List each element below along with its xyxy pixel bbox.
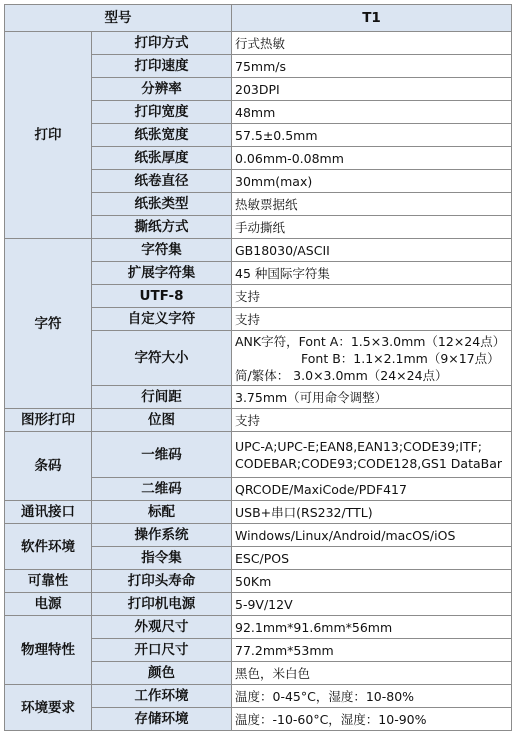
item-label: 颜色 xyxy=(92,662,232,685)
spec-row xyxy=(5,32,512,55)
spec-row xyxy=(5,593,512,616)
value-line: USB+串口(RS232/TTL) xyxy=(235,504,373,520)
value-line: 5-9V/12V xyxy=(235,596,293,612)
item-value xyxy=(232,616,512,639)
value-line: 温度：-10-60°C，湿度：10-90% xyxy=(235,711,427,727)
item-value xyxy=(232,524,512,547)
value-line: 48mm xyxy=(235,104,276,120)
item-label: 字符大小 xyxy=(92,331,232,386)
header-row xyxy=(5,5,512,32)
value-line: 热敏票据纸 xyxy=(235,196,298,212)
spec-row xyxy=(5,685,512,708)
model-label: 型号 xyxy=(5,5,232,32)
value-line: 57.5±0.5mm xyxy=(235,127,318,143)
item-label: 打印机电源 xyxy=(92,593,232,616)
value-line: 77.2mm*53mm xyxy=(235,642,334,658)
item-label: 存储环境 xyxy=(92,708,232,731)
value-line: 30mm(max) xyxy=(235,173,313,189)
item-label: 字符集 xyxy=(92,239,232,262)
item-value xyxy=(232,432,512,478)
item-value xyxy=(232,239,512,262)
item-label: 打印宽度 xyxy=(92,101,232,124)
item-label: 外观尺寸 xyxy=(92,616,232,639)
value-line: 0.06mm-0.08mm xyxy=(235,150,344,166)
item-label: 撕纸方式 xyxy=(92,216,232,239)
category-label: 环境要求 xyxy=(5,685,92,731)
category-label: 电源 xyxy=(5,593,92,616)
item-value xyxy=(232,308,512,331)
item-value xyxy=(232,570,512,593)
item-value xyxy=(232,170,512,193)
item-label: 纸卷直径 xyxy=(92,170,232,193)
value-line: 支持 xyxy=(235,288,261,304)
value-line: CODEBAR;CODE93;CODE128,GS1 DataBar xyxy=(235,455,503,471)
item-value xyxy=(232,662,512,685)
item-label: 行间距 xyxy=(92,386,232,409)
item-value xyxy=(232,708,512,731)
item-label: 开口尺寸 xyxy=(92,639,232,662)
item-label: 分辨率 xyxy=(92,78,232,101)
item-label: 操作系统 xyxy=(92,524,232,547)
item-value xyxy=(232,101,512,124)
item-label: 打印速度 xyxy=(92,55,232,78)
category-label: 字符 xyxy=(5,239,92,409)
item-label: 指令集 xyxy=(92,547,232,570)
value-line: 50Km xyxy=(235,573,272,589)
category-label: 可靠性 xyxy=(5,570,92,593)
value-line: 黑色，米白色 xyxy=(235,665,311,681)
value-line: 行式热敏 xyxy=(235,35,286,51)
item-value xyxy=(232,409,512,432)
item-label: 自定义字符 xyxy=(92,308,232,331)
item-value xyxy=(232,285,512,308)
item-label: 扩展字符集 xyxy=(92,262,232,285)
value-line: 手动撕纸 xyxy=(235,219,286,235)
item-value xyxy=(232,32,512,55)
value-line: ANK字符，Font A：1.5×3.0mm（12×24点） xyxy=(235,333,506,349)
value-line: Font B：1.1×2.1mm（9×17点） xyxy=(301,350,500,366)
spec-row xyxy=(5,501,512,524)
item-value xyxy=(232,147,512,170)
value-line: QRCODE/MaxiCode/PDF417 xyxy=(235,481,407,497)
category-label: 通讯接口 xyxy=(5,501,92,524)
item-label: 一维码 xyxy=(92,432,232,478)
value-line: 45 种国际字符集 xyxy=(235,265,330,281)
item-value xyxy=(232,639,512,662)
value-line: 92.1mm*91.6mm*56mm xyxy=(235,619,393,635)
spec-body xyxy=(5,32,512,731)
item-label: 位图 xyxy=(92,409,232,432)
value-line: 支持 xyxy=(235,311,261,327)
item-value xyxy=(232,478,512,501)
item-value xyxy=(232,55,512,78)
value-line: GB18030/ASCII xyxy=(235,242,330,258)
item-value xyxy=(232,331,512,386)
item-value xyxy=(232,78,512,101)
spec-row xyxy=(5,524,512,547)
item-label: 纸张类型 xyxy=(92,193,232,216)
value-line: 支持 xyxy=(235,412,261,428)
value-line: 3.75mm（可用命令调整） xyxy=(235,389,388,405)
item-label: 打印方式 xyxy=(92,32,232,55)
category-label: 软件环境 xyxy=(5,524,92,570)
value-line: 75mm/s xyxy=(235,58,286,74)
value-line: Windows/Linux/Android/macOS/iOS xyxy=(235,527,456,543)
spec-row xyxy=(5,432,512,478)
item-label: 二维码 xyxy=(92,478,232,501)
value-line: ESC/POS xyxy=(235,550,290,566)
item-value xyxy=(232,593,512,616)
item-value xyxy=(232,685,512,708)
category-label: 打印 xyxy=(5,32,92,239)
item-label: 纸张宽度 xyxy=(92,124,232,147)
spec-row xyxy=(5,616,512,639)
value-line: UPC-A;UPC-E;EAN8,EAN13;CODE39;ITF; xyxy=(235,438,483,454)
item-value xyxy=(232,386,512,409)
category-label: 物理特性 xyxy=(5,616,92,685)
item-label: 工作环境 xyxy=(92,685,232,708)
model-value: T1 xyxy=(232,5,512,32)
spec-row xyxy=(5,239,512,262)
spec-row xyxy=(5,570,512,593)
item-label: 纸张厚度 xyxy=(92,147,232,170)
value-line: 203DPI xyxy=(235,81,280,97)
category-label: 条码 xyxy=(5,432,92,501)
value-line: 简/繁体： 3.0×3.0mm（24×24点） xyxy=(235,367,448,383)
item-label: 标配 xyxy=(92,501,232,524)
item-value xyxy=(232,216,512,239)
item-label: UTF-8 xyxy=(92,285,232,308)
item-value xyxy=(232,547,512,570)
spec-table xyxy=(4,4,512,731)
item-value xyxy=(232,262,512,285)
item-value xyxy=(232,501,512,524)
item-value xyxy=(232,124,512,147)
category-label: 图形打印 xyxy=(5,409,92,432)
item-value xyxy=(232,193,512,216)
item-label: 打印头寿命 xyxy=(92,570,232,593)
value-line: 温度：0-45°C，湿度：10-80% xyxy=(235,688,415,704)
spec-row xyxy=(5,409,512,432)
